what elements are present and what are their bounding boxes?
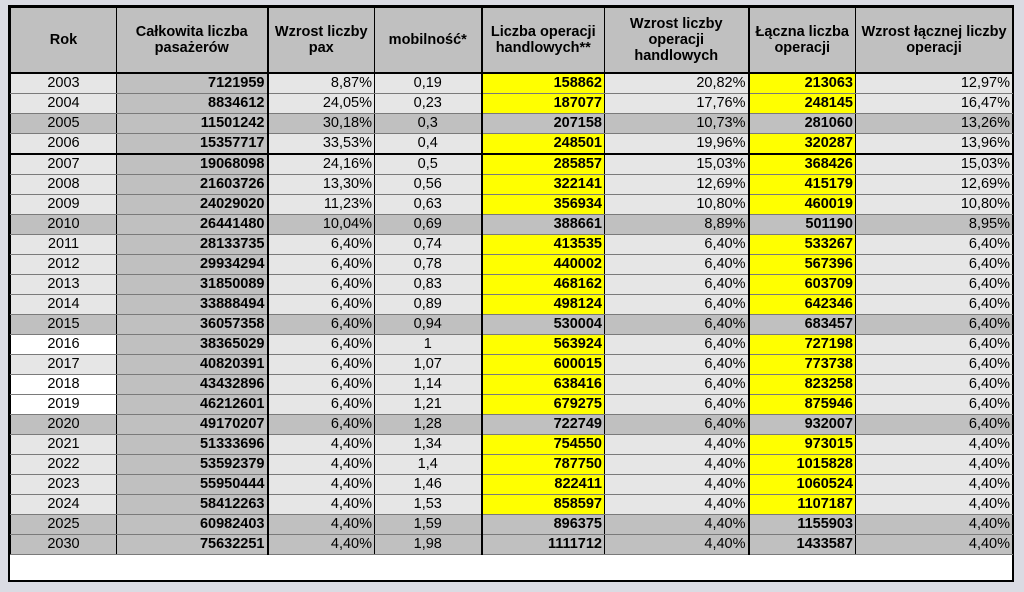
cell-ops: 679275 (482, 395, 605, 415)
cell-pax-growth: 6,40% (268, 335, 375, 355)
cell-pax: 24029020 (117, 195, 268, 215)
cell-year: 2016 (11, 335, 117, 355)
cell-total-growth: 10,80% (856, 195, 1013, 215)
cell-ops: 158862 (482, 73, 605, 94)
cell-year: 2010 (11, 215, 117, 235)
cell-ops: 858597 (482, 495, 605, 515)
cell-total-ops: 1107187 (749, 495, 856, 515)
cell-pax: 29934294 (117, 255, 268, 275)
cell-mobility: 0,89 (375, 295, 482, 315)
cell-ops-growth: 10,80% (605, 195, 749, 215)
cell-mobility: 1,53 (375, 495, 482, 515)
cell-mobility: 1,98 (375, 535, 482, 555)
cell-year: 2023 (11, 475, 117, 495)
cell-year: 2014 (11, 295, 117, 315)
cell-year: 2019 (11, 395, 117, 415)
cell-ops-growth: 4,40% (605, 435, 749, 455)
cell-pax: 38365029 (117, 335, 268, 355)
cell-mobility: 1,14 (375, 375, 482, 395)
cell-pax-growth: 4,40% (268, 475, 375, 495)
cell-year: 2009 (11, 195, 117, 215)
cell-total-growth: 4,40% (856, 455, 1013, 475)
table-row (11, 134, 1013, 155)
cell-total-ops: 460019 (749, 195, 856, 215)
cell-year: 2022 (11, 455, 117, 475)
cell-total-ops: 603709 (749, 275, 856, 295)
cell-ops: 207158 (482, 114, 605, 134)
cell-pax-growth: 6,40% (268, 395, 375, 415)
cell-mobility: 0,74 (375, 235, 482, 255)
cell-total-growth: 6,40% (856, 255, 1013, 275)
cell-total-ops: 727198 (749, 335, 856, 355)
cell-ops: 722749 (482, 415, 605, 435)
cell-ops: 468162 (482, 275, 605, 295)
table-row (11, 475, 1013, 495)
table-row (11, 395, 1013, 415)
table-row (11, 375, 1013, 395)
cell-mobility: 0,63 (375, 195, 482, 215)
header-mobility: mobilność* (375, 8, 482, 74)
header-pax: Całkowita liczba pasażerów (117, 8, 268, 74)
cell-ops-growth: 19,96% (605, 134, 749, 155)
cell-pax-growth: 13,30% (268, 175, 375, 195)
cell-mobility: 0,3 (375, 114, 482, 134)
table-row (11, 355, 1013, 375)
cell-ops-growth: 6,40% (605, 335, 749, 355)
table-row (11, 495, 1013, 515)
table-row (11, 415, 1013, 435)
cell-year: 2013 (11, 275, 117, 295)
cell-pax-growth: 24,16% (268, 154, 375, 175)
cell-pax-growth: 6,40% (268, 235, 375, 255)
cell-pax: 31850089 (117, 275, 268, 295)
cell-ops-growth: 6,40% (605, 355, 749, 375)
cell-total-growth: 13,96% (856, 134, 1013, 155)
cell-pax-growth: 6,40% (268, 295, 375, 315)
cell-pax: 55950444 (117, 475, 268, 495)
cell-ops: 248501 (482, 134, 605, 155)
cell-ops: 754550 (482, 435, 605, 455)
table-row (11, 175, 1013, 195)
cell-total-ops: 683457 (749, 315, 856, 335)
cell-mobility: 1,34 (375, 435, 482, 455)
cell-pax: 75632251 (117, 535, 268, 555)
cell-pax-growth: 6,40% (268, 315, 375, 335)
cell-ops-growth: 10,73% (605, 114, 749, 134)
cell-pax: 51333696 (117, 435, 268, 455)
cell-ops: 187077 (482, 94, 605, 114)
cell-total-ops: 415179 (749, 175, 856, 195)
header-total-ops: Łączna liczba operacji (749, 8, 856, 74)
forecast-table (10, 7, 1013, 555)
cell-ops: 388661 (482, 215, 605, 235)
cell-mobility: 0,69 (375, 215, 482, 235)
cell-pax: 53592379 (117, 455, 268, 475)
cell-total-growth: 4,40% (856, 475, 1013, 495)
cell-total-growth: 15,03% (856, 154, 1013, 175)
cell-mobility: 1,21 (375, 395, 482, 415)
cell-total-growth: 6,40% (856, 415, 1013, 435)
cell-pax-growth: 30,18% (268, 114, 375, 134)
table-body (11, 73, 1013, 555)
cell-total-growth: 6,40% (856, 395, 1013, 415)
cell-ops-growth: 20,82% (605, 73, 749, 94)
cell-ops-growth: 4,40% (605, 475, 749, 495)
cell-year: 2015 (11, 315, 117, 335)
cell-pax: 26441480 (117, 215, 268, 235)
cell-total-growth: 6,40% (856, 335, 1013, 355)
table-row (11, 195, 1013, 215)
cell-pax: 36057358 (117, 315, 268, 335)
cell-ops-growth: 6,40% (605, 315, 749, 335)
cell-ops-growth: 6,40% (605, 295, 749, 315)
table-row (11, 455, 1013, 475)
cell-pax: 15357717 (117, 134, 268, 155)
cell-total-ops: 932007 (749, 415, 856, 435)
cell-ops: 440002 (482, 255, 605, 275)
cell-pax-growth: 4,40% (268, 455, 375, 475)
cell-total-growth: 6,40% (856, 355, 1013, 375)
cell-mobility: 0,4 (375, 134, 482, 155)
cell-total-growth: 13,26% (856, 114, 1013, 134)
cell-pax-growth: 6,40% (268, 375, 375, 395)
cell-ops-growth: 6,40% (605, 375, 749, 395)
table-row (11, 94, 1013, 114)
cell-pax: 60982403 (117, 515, 268, 535)
cell-ops: 1111712 (482, 535, 605, 555)
cell-mobility: 0,5 (375, 154, 482, 175)
cell-pax-growth: 6,40% (268, 355, 375, 375)
cell-ops-growth: 6,40% (605, 415, 749, 435)
table-row (11, 335, 1013, 355)
cell-pax: 46212601 (117, 395, 268, 415)
cell-mobility: 0,56 (375, 175, 482, 195)
cell-pax: 33888494 (117, 295, 268, 315)
cell-year: 2025 (11, 515, 117, 535)
header-rok: Rok (11, 8, 117, 74)
cell-total-growth: 12,97% (856, 73, 1013, 94)
cell-year: 2008 (11, 175, 117, 195)
header-total-growth: Wzrost łącznej liczby operacji (856, 8, 1013, 74)
cell-total-growth: 6,40% (856, 375, 1013, 395)
cell-ops-growth: 4,40% (605, 495, 749, 515)
header-ops: Liczba operacji handlowych** (482, 8, 605, 74)
cell-mobility: 1,07 (375, 355, 482, 375)
cell-year: 2030 (11, 535, 117, 555)
cell-ops-growth: 6,40% (605, 395, 749, 415)
header-pax-growth: Wzrost liczby pax (268, 8, 375, 74)
cell-mobility: 0,78 (375, 255, 482, 275)
cell-mobility: 0,19 (375, 73, 482, 94)
cell-total-ops: 368426 (749, 154, 856, 175)
cell-ops-growth: 15,03% (605, 154, 749, 175)
cell-total-growth: 4,40% (856, 535, 1013, 555)
cell-mobility: 1,4 (375, 455, 482, 475)
cell-pax-growth: 4,40% (268, 515, 375, 535)
cell-ops-growth: 12,69% (605, 175, 749, 195)
cell-total-ops: 823258 (749, 375, 856, 395)
cell-pax-growth: 6,40% (268, 255, 375, 275)
table-row (11, 515, 1013, 535)
cell-total-growth: 4,40% (856, 495, 1013, 515)
table-row (11, 154, 1013, 175)
cell-ops: 600015 (482, 355, 605, 375)
table-row (11, 73, 1013, 94)
table-row (11, 535, 1013, 555)
cell-ops-growth: 6,40% (605, 275, 749, 295)
cell-mobility: 0,94 (375, 315, 482, 335)
cell-year: 2021 (11, 435, 117, 455)
cell-pax: 40820391 (117, 355, 268, 375)
cell-total-growth: 6,40% (856, 295, 1013, 315)
table-row (11, 114, 1013, 134)
cell-pax-growth: 10,04% (268, 215, 375, 235)
cell-total-growth: 12,69% (856, 175, 1013, 195)
cell-pax-growth: 4,40% (268, 435, 375, 455)
cell-pax: 11501242 (117, 114, 268, 134)
cell-ops-growth: 8,89% (605, 215, 749, 235)
cell-mobility: 0,23 (375, 94, 482, 114)
cell-total-ops: 973015 (749, 435, 856, 455)
cell-ops: 822411 (482, 475, 605, 495)
cell-ops: 285857 (482, 154, 605, 175)
cell-total-ops: 320287 (749, 134, 856, 155)
cell-year: 2004 (11, 94, 117, 114)
cell-total-ops: 281060 (749, 114, 856, 134)
cell-total-growth: 8,95% (856, 215, 1013, 235)
table-row (11, 235, 1013, 255)
cell-total-ops: 501190 (749, 215, 856, 235)
header-row (11, 8, 1013, 74)
cell-total-ops: 567396 (749, 255, 856, 275)
cell-total-ops: 533267 (749, 235, 856, 255)
cell-pax-growth: 11,23% (268, 195, 375, 215)
cell-ops: 356934 (482, 195, 605, 215)
cell-total-ops: 773738 (749, 355, 856, 375)
cell-total-growth: 4,40% (856, 435, 1013, 455)
cell-total-growth: 6,40% (856, 235, 1013, 255)
cell-total-ops: 1015828 (749, 455, 856, 475)
table-row (11, 315, 1013, 335)
cell-pax: 49170207 (117, 415, 268, 435)
cell-total-growth: 6,40% (856, 275, 1013, 295)
cell-total-ops: 1155903 (749, 515, 856, 535)
cell-pax-growth: 4,40% (268, 495, 375, 515)
cell-ops-growth: 6,40% (605, 255, 749, 275)
cell-pax-growth: 6,40% (268, 275, 375, 295)
cell-year: 2005 (11, 114, 117, 134)
cell-year: 2017 (11, 355, 117, 375)
cell-pax-growth: 8,87% (268, 73, 375, 94)
cell-total-ops: 1060524 (749, 475, 856, 495)
cell-ops: 413535 (482, 235, 605, 255)
cell-mobility: 1,46 (375, 475, 482, 495)
cell-year: 2007 (11, 154, 117, 175)
cell-total-growth: 16,47% (856, 94, 1013, 114)
cell-pax: 28133735 (117, 235, 268, 255)
cell-total-ops: 875946 (749, 395, 856, 415)
cell-pax-growth: 24,05% (268, 94, 375, 114)
cell-pax: 19068098 (117, 154, 268, 175)
cell-total-ops: 213063 (749, 73, 856, 94)
cell-pax: 58412263 (117, 495, 268, 515)
cell-year: 2024 (11, 495, 117, 515)
cell-ops-growth: 17,76% (605, 94, 749, 114)
table-row (11, 435, 1013, 455)
cell-total-growth: 6,40% (856, 315, 1013, 335)
cell-ops: 530004 (482, 315, 605, 335)
cell-total-growth: 4,40% (856, 515, 1013, 535)
cell-year: 2006 (11, 134, 117, 155)
cell-year: 2020 (11, 415, 117, 435)
spreadsheet-table-container (8, 5, 1014, 582)
table-row (11, 295, 1013, 315)
cell-total-ops: 1433587 (749, 535, 856, 555)
cell-ops-growth: 6,40% (605, 235, 749, 255)
cell-ops: 638416 (482, 375, 605, 395)
cell-pax-growth: 6,40% (268, 415, 375, 435)
cell-ops-growth: 4,40% (605, 535, 749, 555)
cell-ops: 787750 (482, 455, 605, 475)
cell-total-ops: 642346 (749, 295, 856, 315)
cell-pax: 43432896 (117, 375, 268, 395)
cell-pax-growth: 4,40% (268, 535, 375, 555)
header-ops-growth: Wzrost liczby operacji handlowych (605, 8, 749, 74)
table-row (11, 255, 1013, 275)
cell-mobility: 1 (375, 335, 482, 355)
cell-ops-growth: 4,40% (605, 515, 749, 535)
cell-ops: 896375 (482, 515, 605, 535)
cell-mobility: 0,83 (375, 275, 482, 295)
cell-year: 2011 (11, 235, 117, 255)
table-row (11, 275, 1013, 295)
cell-pax: 7121959 (117, 73, 268, 94)
cell-ops: 563924 (482, 335, 605, 355)
cell-total-ops: 248145 (749, 94, 856, 114)
cell-ops: 498124 (482, 295, 605, 315)
cell-year: 2003 (11, 73, 117, 94)
cell-year: 2018 (11, 375, 117, 395)
cell-ops: 322141 (482, 175, 605, 195)
cell-pax-growth: 33,53% (268, 134, 375, 155)
cell-mobility: 1,59 (375, 515, 482, 535)
cell-year: 2012 (11, 255, 117, 275)
cell-mobility: 1,28 (375, 415, 482, 435)
table-row (11, 215, 1013, 235)
cell-pax: 8834612 (117, 94, 268, 114)
cell-ops-growth: 4,40% (605, 455, 749, 475)
cell-pax: 21603726 (117, 175, 268, 195)
